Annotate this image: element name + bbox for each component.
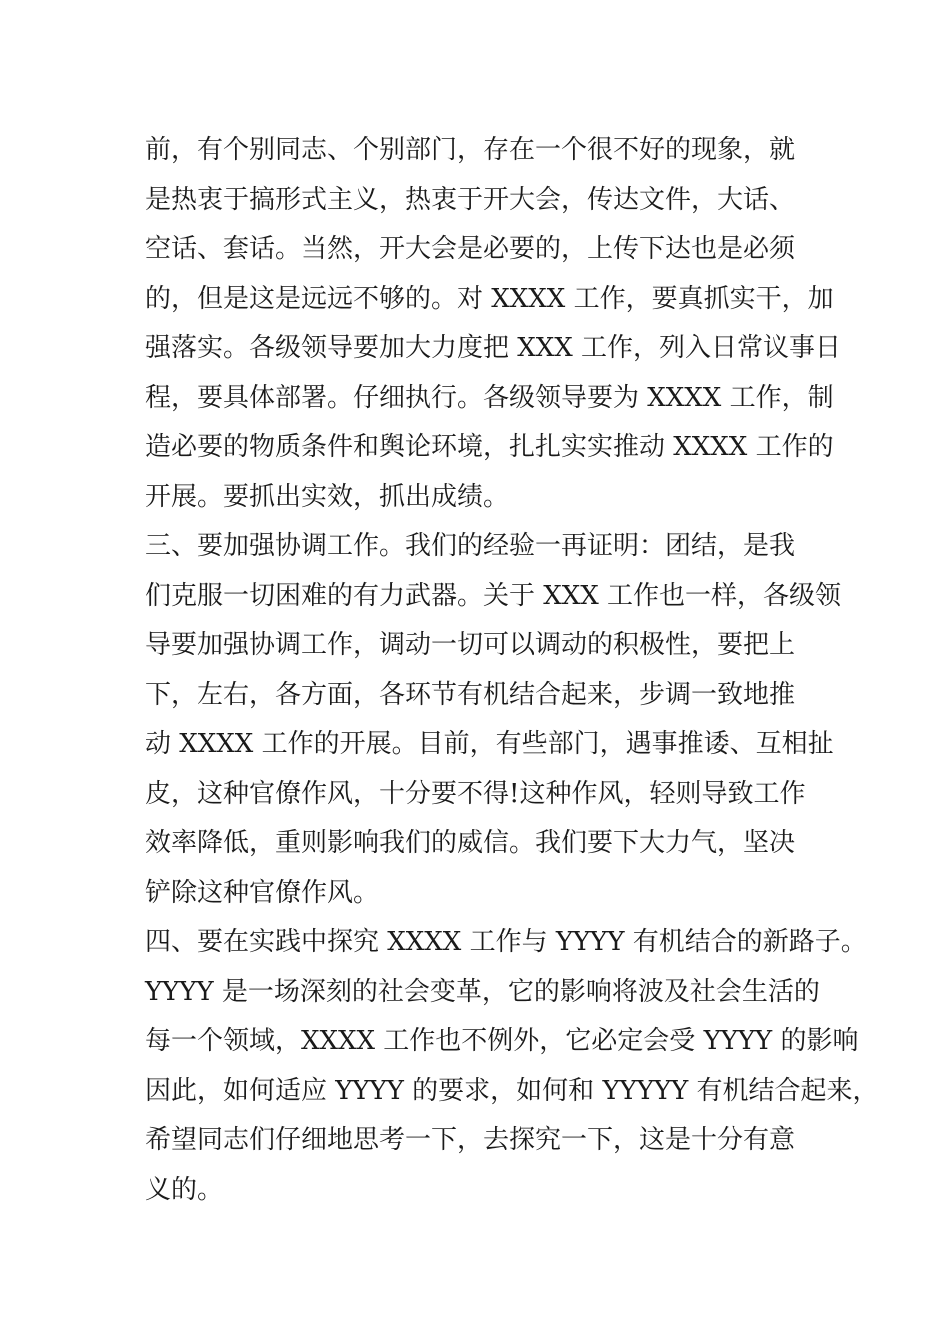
section-three-heading-line: 三、要加强协调工作。我们的经验一再证明：团结，是我: [145, 531, 796, 561]
text-line: 强落实。各级领导要加大力度把 XXX 工作，列入日常议事日: [145, 333, 842, 363]
body-text: [145, 126, 879, 1215]
text-line: 的，但是这是远远不够的。对 XXXX 工作，要真抓实干，加: [145, 283, 834, 314]
text-line: 每一个领域，XXXX 工作也不例外，它必定会受 YYYY 的影响: [145, 1026, 859, 1056]
text-line: 动 XXXX 工作的开展。目前，有些部门，遇事推诿、互相扯: [145, 729, 834, 759]
text-line: 程，要具体部署。仔细执行。各级领导要为 XXXX 工作，制: [145, 382, 834, 413]
text-line: 效率降低，重则影响我们的威信。我们要下大力气，坚决: [145, 828, 796, 858]
text-line: 因此，如何适应 YYYY 的要求，如何和 YYYYY 有机结合起来，: [145, 1075, 879, 1106]
text-line: 空话、套话。当然，开大会是必要的，上传下达也是必须: [145, 234, 796, 264]
text-line: 希望同志们仔细地思考一下，去探究一下，这是十分有意: [145, 1125, 796, 1155]
text-line: 铲除这种官僚作风。: [145, 877, 380, 908]
text-line: 们克服一切困难的有力武器。关于 XXX 工作也一样，各级领: [145, 580, 842, 611]
text-line: YYYY 是一场深刻的社会变革，它的影响将波及社会生活的: [145, 976, 820, 1007]
text-line: 造必要的物质条件和舆论环境，扎扎实实推动 XXXX 工作的: [145, 432, 834, 462]
text-line: 下，左右，各方面，各环节有机结合起来，步调一致地推: [145, 679, 796, 710]
text-line: 是热衷于搞形式主义，热衷于开大会，传达文件，大话、: [145, 184, 796, 215]
text-line: 皮，这种官僚作风，十分要不得!这种作风，轻则导致工作: [145, 778, 806, 809]
text-line: 导要加强协调工作，调动一切可以调动的积极性，要把上: [145, 630, 796, 660]
text-line: 前，有个别同志、个别部门，存在一个很不好的现象，就: [145, 135, 796, 165]
text-line: 义的。: [145, 1174, 224, 1205]
section-four-heading-line: 四、要在实践中探究 XXXX 工作与 YYYY 有机结合的新路子。: [145, 927, 867, 957]
text-line: 开展。要抓出实效，抓出成绩。: [145, 481, 510, 512]
